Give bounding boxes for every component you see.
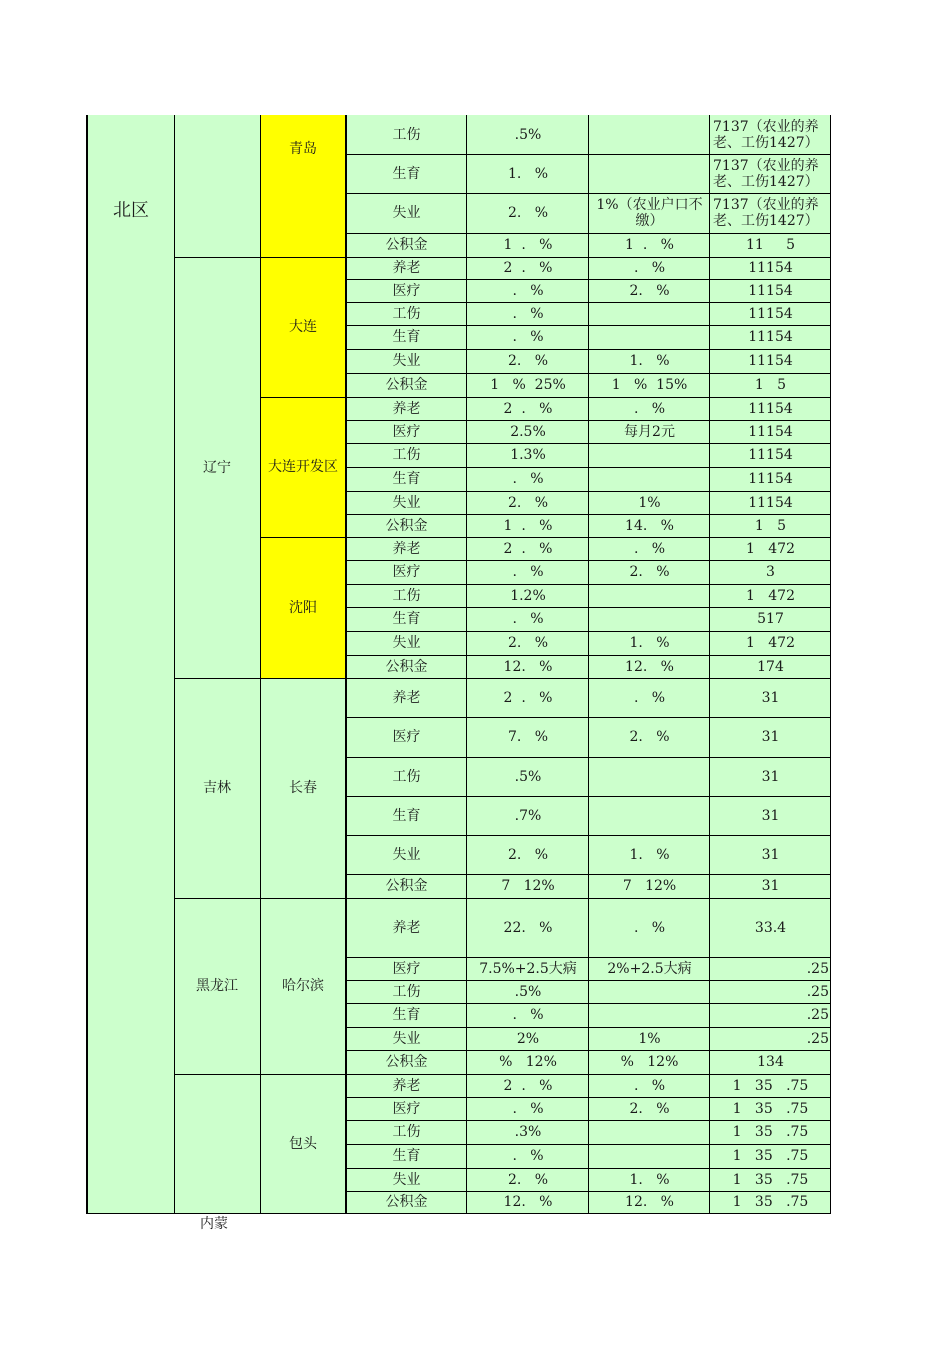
item-cell[interactable]: 医疗 [346, 957, 467, 980]
base-cell[interactable]: 11154 [710, 257, 831, 279]
personal-rate-cell[interactable]: 12. % [589, 655, 710, 678]
base-cell[interactable]: 1 5 [710, 373, 831, 397]
personal-rate-cell[interactable]: 1. % [589, 349, 710, 373]
item-cell[interactable]: 失业 [346, 1027, 467, 1050]
personal-rate-cell[interactable]: . % [589, 537, 710, 560]
city-cell-qingdao[interactable]: 青岛 [260, 115, 346, 257]
base-cell[interactable]: 1 472 [710, 584, 831, 607]
base-cell[interactable]: 11154 [710, 279, 831, 302]
personal-rate-cell[interactable]: 1. % [589, 631, 710, 655]
company-rate-cell[interactable]: 2 . % [467, 1074, 589, 1097]
personal-rate-cell[interactable] [589, 443, 710, 467]
company-rate-cell[interactable]: 1 . % [467, 233, 589, 257]
base-cell[interactable]: 1 35 .75 [710, 1120, 831, 1144]
company-rate-cell[interactable]: 2. % [467, 631, 589, 655]
personal-rate-cell[interactable]: 每月2元 [589, 420, 710, 443]
base-cell[interactable]: 1 35 .75 [710, 1097, 831, 1120]
company-rate-cell[interactable]: 2 . % [467, 397, 589, 420]
personal-rate-cell[interactable]: 2%+2.5大病 [589, 957, 710, 980]
city-cell-harbin[interactable]: 哈尔滨 [260, 898, 346, 1074]
base-cell[interactable]: .25 [710, 1027, 831, 1050]
base-cell[interactable]: 11154 [710, 302, 831, 325]
item-cell[interactable]: 生育 [346, 1003, 467, 1027]
company-rate-cell[interactable]: 1 . % [467, 514, 589, 537]
personal-rate-cell[interactable]: . % [589, 397, 710, 420]
base-cell[interactable]: 7137（农业的养老、工伤1427） [710, 154, 831, 193]
personal-rate-cell[interactable] [589, 154, 710, 193]
personal-rate-cell[interactable]: . % [589, 898, 710, 957]
base-cell[interactable]: 3 [710, 560, 831, 584]
personal-rate-cell[interactable]: 1. % [589, 835, 710, 874]
company-rate-cell[interactable]: .3% [467, 1120, 589, 1144]
personal-rate-cell[interactable] [589, 584, 710, 607]
item-cell[interactable]: 工伤 [346, 757, 467, 796]
personal-rate-cell[interactable]: % 12% [589, 1050, 710, 1074]
base-cell[interactable]: 33.4 [710, 898, 831, 957]
base-cell[interactable]: 31 [710, 757, 831, 796]
item-cell[interactable]: 失业 [346, 631, 467, 655]
item-cell[interactable]: 生育 [346, 796, 467, 835]
base-cell[interactable]: 517 [710, 607, 831, 631]
item-cell[interactable]: 失业 [346, 491, 467, 514]
personal-rate-cell[interactable]: 1%（农业户口不缴） [589, 193, 710, 233]
company-rate-cell[interactable]: 7 12% [467, 874, 589, 898]
personal-rate-cell[interactable]: 1 % 15% [589, 373, 710, 397]
base-cell[interactable]: 11 5 [710, 233, 831, 257]
item-cell[interactable]: 生育 [346, 607, 467, 631]
company-rate-cell[interactable]: .5% [467, 980, 589, 1003]
personal-rate-cell[interactable]: 2. % [589, 1097, 710, 1120]
base-cell[interactable]: 11154 [710, 467, 831, 491]
base-cell[interactable]: .25 [710, 957, 831, 980]
city-cell-baotou[interactable]: 包头 [260, 1074, 346, 1213]
company-rate-cell[interactable]: . % [467, 467, 589, 491]
base-cell[interactable]: 1 472 [710, 631, 831, 655]
company-rate-cell[interactable]: 1.3% [467, 443, 589, 467]
personal-rate-cell[interactable] [589, 796, 710, 835]
province-cell-heilongjiang[interactable]: 黑龙江 [174, 898, 260, 1074]
company-rate-cell[interactable]: . % [467, 1003, 589, 1027]
company-rate-cell[interactable]: . % [467, 560, 589, 584]
personal-rate-cell[interactable]: 2. % [589, 717, 710, 757]
company-rate-cell[interactable]: 7.5%+2.5大病 [467, 957, 589, 980]
base-cell[interactable]: 31 [710, 874, 831, 898]
personal-rate-cell[interactable] [589, 1120, 710, 1144]
company-rate-cell[interactable]: 2. % [467, 835, 589, 874]
item-cell[interactable]: 失业 [346, 349, 467, 373]
item-cell[interactable]: 公积金 [346, 233, 467, 257]
province-cell-shandong[interactable] [174, 115, 260, 257]
base-cell[interactable]: 31 [710, 835, 831, 874]
base-cell[interactable]: 11154 [710, 397, 831, 420]
personal-rate-cell[interactable]: 1% [589, 1027, 710, 1050]
base-cell[interactable]: 1 35 .75 [710, 1074, 831, 1097]
company-rate-cell[interactable]: . % [467, 325, 589, 349]
item-cell[interactable]: 公积金 [346, 1050, 467, 1074]
item-cell[interactable]: 公积金 [346, 373, 467, 397]
base-cell[interactable]: 11154 [710, 325, 831, 349]
personal-rate-cell[interactable]: . % [589, 1074, 710, 1097]
item-cell[interactable]: 养老 [346, 1074, 467, 1097]
base-cell[interactable]: 11154 [710, 443, 831, 467]
personal-rate-cell[interactable]: 1 . % [589, 233, 710, 257]
company-rate-cell[interactable]: .7% [467, 796, 589, 835]
company-rate-cell[interactable]: . % [467, 279, 589, 302]
company-rate-cell[interactable]: .5% [467, 115, 589, 154]
company-rate-cell[interactable]: 2% [467, 1027, 589, 1050]
item-cell[interactable]: 生育 [346, 467, 467, 491]
company-rate-cell[interactable]: 2.5% [467, 420, 589, 443]
personal-rate-cell[interactable] [589, 1144, 710, 1168]
item-cell[interactable]: 失业 [346, 193, 467, 233]
company-rate-cell[interactable]: .5% [467, 757, 589, 796]
company-rate-cell[interactable]: 2 . % [467, 678, 589, 717]
base-cell[interactable]: 1 5 [710, 514, 831, 537]
personal-rate-cell[interactable] [589, 757, 710, 796]
item-cell[interactable]: 医疗 [346, 1097, 467, 1120]
company-rate-cell[interactable]: . % [467, 1144, 589, 1168]
company-rate-cell[interactable]: % 12% [467, 1050, 589, 1074]
base-cell[interactable]: 31 [710, 717, 831, 757]
province-cell-neimeng[interactable] [174, 1074, 260, 1213]
item-cell[interactable]: 医疗 [346, 279, 467, 302]
personal-rate-cell[interactable] [589, 1003, 710, 1027]
item-cell[interactable]: 工伤 [346, 115, 467, 154]
item-cell[interactable]: 失业 [346, 835, 467, 874]
base-cell[interactable]: 11154 [710, 349, 831, 373]
city-cell-dalian-dev-zone[interactable]: 大连开发区 [260, 397, 346, 537]
base-cell[interactable]: 1 35 .75 [710, 1168, 831, 1191]
base-cell[interactable]: 31 [710, 796, 831, 835]
base-cell[interactable]: .25 [710, 980, 831, 1003]
base-cell[interactable]: 1 35 .75 [710, 1191, 831, 1213]
item-cell[interactable]: 医疗 [346, 560, 467, 584]
company-rate-cell[interactable]: 12. % [467, 655, 589, 678]
personal-rate-cell[interactable]: 7 12% [589, 874, 710, 898]
base-cell[interactable]: 134 [710, 1050, 831, 1074]
item-cell[interactable]: 养老 [346, 678, 467, 717]
personal-rate-cell[interactable]: 1% [589, 491, 710, 514]
company-rate-cell[interactable]: 7. % [467, 717, 589, 757]
item-cell[interactable]: 公积金 [346, 1191, 467, 1213]
company-rate-cell[interactable]: 2. % [467, 193, 589, 233]
personal-rate-cell[interactable] [589, 325, 710, 349]
region-cell[interactable]: 北区 [88, 115, 174, 1213]
company-rate-cell[interactable]: 2 . % [467, 257, 589, 279]
personal-rate-cell[interactable] [589, 115, 710, 154]
item-cell[interactable]: 工伤 [346, 584, 467, 607]
company-rate-cell[interactable]: 2. % [467, 491, 589, 514]
province-cell-liaoning[interactable]: 辽宁 [174, 257, 260, 678]
company-rate-cell[interactable]: 1.2% [467, 584, 589, 607]
base-cell[interactable]: 7137（农业的养老、工伤1427） [710, 115, 831, 154]
personal-rate-cell[interactable] [589, 607, 710, 631]
company-rate-cell[interactable]: 12. % [467, 1191, 589, 1213]
item-cell[interactable]: 养老 [346, 898, 467, 957]
personal-rate-cell[interactable]: . % [589, 257, 710, 279]
item-cell[interactable]: 失业 [346, 1168, 467, 1191]
personal-rate-cell[interactable] [589, 467, 710, 491]
item-cell[interactable]: 工伤 [346, 1120, 467, 1144]
item-cell[interactable]: 公积金 [346, 874, 467, 898]
company-rate-cell[interactable]: 2. % [467, 1168, 589, 1191]
item-cell[interactable]: 工伤 [346, 443, 467, 467]
item-cell[interactable]: 生育 [346, 1144, 467, 1168]
personal-rate-cell[interactable]: 12. % [589, 1191, 710, 1213]
item-cell[interactable]: 养老 [346, 397, 467, 420]
personal-rate-cell[interactable] [589, 302, 710, 325]
personal-rate-cell[interactable]: 1. % [589, 1168, 710, 1191]
overflow-label-neimeng: 内蒙 [200, 1216, 228, 1232]
item-cell[interactable]: 工伤 [346, 302, 467, 325]
city-cell-dalian[interactable]: 大连 [260, 257, 346, 397]
item-cell[interactable]: 养老 [346, 537, 467, 560]
item-cell[interactable]: 公积金 [346, 655, 467, 678]
item-cell[interactable]: 医疗 [346, 717, 467, 757]
personal-rate-cell[interactable]: 2. % [589, 560, 710, 584]
company-rate-cell[interactable]: . % [467, 607, 589, 631]
company-rate-cell[interactable]: . % [467, 1097, 589, 1120]
company-rate-cell[interactable]: 1 % 25% [467, 373, 589, 397]
company-rate-cell[interactable]: 1. % [467, 154, 589, 193]
personal-rate-cell[interactable]: 2. % [589, 279, 710, 302]
personal-rate-cell[interactable] [589, 980, 710, 1003]
base-cell[interactable]: .25 [710, 1003, 831, 1027]
base-cell[interactable]: 31 [710, 678, 831, 717]
province-cell-jilin[interactable]: 吉林 [174, 678, 260, 898]
city-cell-shenyang[interactable]: 沈阳 [260, 537, 346, 678]
item-cell[interactable]: 生育 [346, 325, 467, 349]
item-cell[interactable]: 医疗 [346, 420, 467, 443]
base-cell[interactable]: 174 [710, 655, 831, 678]
company-rate-cell[interactable]: 2 . % [467, 537, 589, 560]
base-cell[interactable]: 11154 [710, 420, 831, 443]
personal-rate-cell[interactable]: 14. % [589, 514, 710, 537]
company-rate-cell[interactable]: 22. % [467, 898, 589, 957]
item-cell[interactable]: 公积金 [346, 514, 467, 537]
item-cell[interactable]: 养老 [346, 257, 467, 279]
base-cell[interactable]: 11154 [710, 491, 831, 514]
item-cell[interactable]: 工伤 [346, 980, 467, 1003]
company-rate-cell[interactable]: 2. % [467, 349, 589, 373]
base-cell[interactable]: 1 35 .75 [710, 1144, 831, 1168]
base-cell[interactable]: 1 472 [710, 537, 831, 560]
company-rate-cell[interactable]: . % [467, 302, 589, 325]
base-cell[interactable]: 7137（农业的养老、工伤1427） [710, 193, 831, 233]
city-cell-changchun[interactable]: 长春 [260, 678, 346, 898]
personal-rate-cell[interactable]: . % [589, 678, 710, 717]
item-cell[interactable]: 生育 [346, 154, 467, 193]
